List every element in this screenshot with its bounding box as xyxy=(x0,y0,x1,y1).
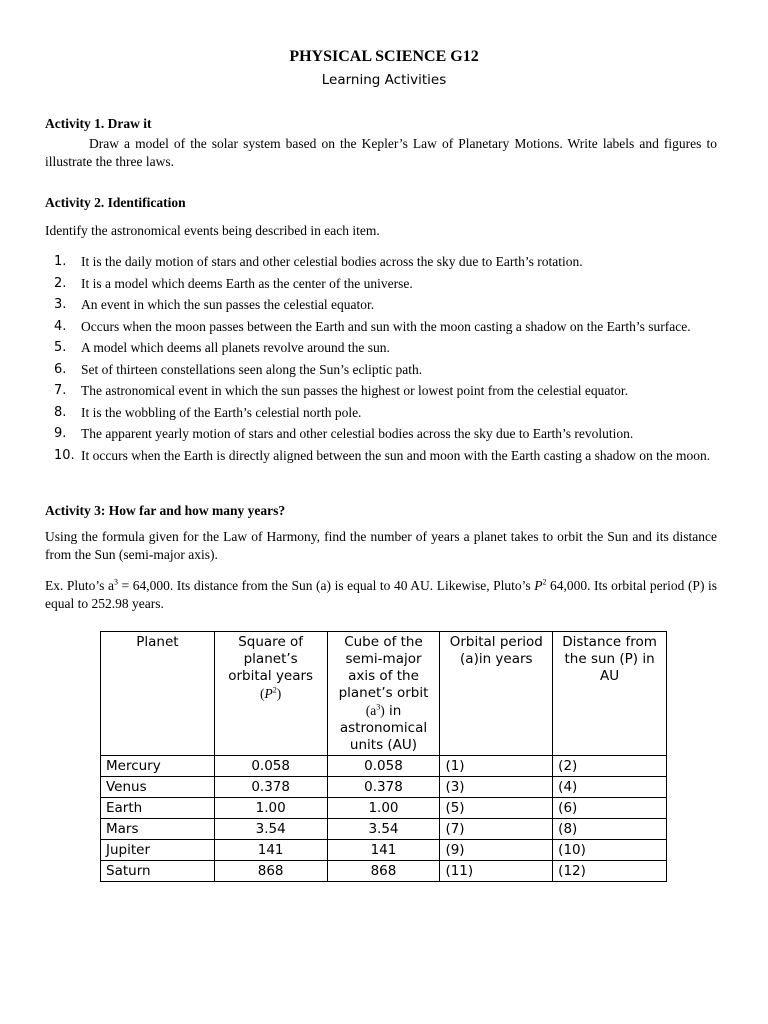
page-subtitle: Learning Activities xyxy=(321,72,447,88)
header-square: Square of planet’s orbital years $(P^2)$ xyxy=(214,632,327,756)
activity1-text xyxy=(45,135,717,171)
list-item xyxy=(45,275,717,293)
cell-period: (7) xyxy=(440,819,553,840)
table-row xyxy=(101,798,667,819)
list-item xyxy=(45,425,717,443)
list-item-number: 6. xyxy=(54,361,67,377)
list-item xyxy=(45,296,717,314)
table-header-row xyxy=(101,632,667,756)
header-distance: Distance from the sun (P) in AU xyxy=(553,632,667,756)
cell-square: 1.00 xyxy=(214,798,327,819)
cell-cube: 0.058 xyxy=(327,756,440,777)
page-title: PHYSICAL SCIENCE G12 xyxy=(289,48,479,65)
cell-period: (5) xyxy=(440,798,553,819)
cell-cube: 3.54 xyxy=(327,819,440,840)
cell-cube: 141 xyxy=(327,840,440,861)
list-item-text: It occurs when the Earth is directly aligned between the sun and moon with the Earth casting a shadow on the moon. xyxy=(81,447,711,463)
list-item-number: 8. xyxy=(54,404,67,420)
list-item-number: 9. xyxy=(54,426,67,441)
example-part3: 64,000. Its orbital period (P) is equal to 252.98 years. xyxy=(45,578,717,611)
activity2-instruction: Identify the astronomical events being described in each item. xyxy=(45,223,380,238)
header-planet: Planet xyxy=(101,632,215,756)
list-item-number: 3. xyxy=(54,297,67,312)
header-square-symbol: P xyxy=(264,686,273,701)
example-part1: Ex. Pluto’s a xyxy=(45,578,114,593)
cell-square: 141 xyxy=(214,840,327,861)
pluto-example xyxy=(45,577,717,613)
planet-table xyxy=(100,631,667,882)
list-item-number: 5. xyxy=(54,340,67,355)
list-item-text: A model which deems all planets revolve around the sun. xyxy=(81,340,390,355)
cell-period: (9) xyxy=(440,840,553,861)
example-sup1: 3 xyxy=(114,577,118,587)
list-item xyxy=(45,318,717,336)
activity3-instruction: Using the formula given for the Law of Harmony, find the number of years a planet takes to orbit the Sun and its distance from the Sun (semi-major axis). xyxy=(45,529,717,562)
list-item xyxy=(45,447,717,465)
cell-planet: Venus xyxy=(101,777,215,798)
cell-square: 0.378 xyxy=(214,777,327,798)
list-item-text: An event in which the sun passes the celestial equator. xyxy=(81,297,375,312)
header-cube-symbol: a xyxy=(370,703,377,718)
list-item-text: It is the wobbling of the Earth’s celestial north pole. xyxy=(81,404,362,420)
list-item-number: 7. xyxy=(54,383,67,398)
table-row xyxy=(101,777,667,798)
header-square-text: Square of planet’s orbital years xyxy=(228,634,314,684)
list-item-number: 10. xyxy=(54,447,75,463)
cell-planet: Mercury xyxy=(101,756,215,777)
example-part2: = 64,000. Its distance from the Sun (a) is equal to 40 AU. Likewise, Pluto’s xyxy=(118,578,535,593)
cell-distance: (8) xyxy=(553,819,667,840)
list-item xyxy=(45,404,717,422)
table-row xyxy=(101,861,667,882)
activity3-heading: Activity 3: How far and how many years? xyxy=(45,503,286,518)
list-item-text: The astronomical event in which the sun passes the highest or lowest point from the celestial equator. xyxy=(81,383,628,398)
list-item-text: It is the daily motion of stars and other celestial bodies across the sky due to Earth’s rotation. xyxy=(81,254,583,269)
header-period: Orbital period (a)in years xyxy=(440,632,553,756)
example-sup2: 2 xyxy=(542,577,547,587)
list-item-number: 2. xyxy=(54,275,67,291)
cell-cube: 1.00 xyxy=(327,798,440,819)
cell-period: (1) xyxy=(440,756,553,777)
table-row xyxy=(101,840,667,861)
activity2-heading: Activity 2. Identification xyxy=(45,195,186,210)
list-item xyxy=(45,253,717,271)
cell-period: (3) xyxy=(440,777,553,798)
example-p-symbol: P xyxy=(534,578,543,593)
table-row xyxy=(101,819,667,840)
header-cube-tail: in astronomical units (AU) xyxy=(339,703,428,753)
list-item-text: It is a model which deems Earth as the center of the universe. xyxy=(81,275,413,291)
cell-distance: (12) xyxy=(553,861,667,882)
cell-planet: Saturn xyxy=(101,861,215,882)
cell-planet: Jupiter xyxy=(101,840,215,861)
list-item xyxy=(45,339,717,357)
cell-distance: (10) xyxy=(553,840,667,861)
list-item-number: 4. xyxy=(54,318,67,334)
table-row xyxy=(101,756,667,777)
list-item-text: Occurs when the moon passes between the Earth and sun with the moon casting a shadow on the Earth’s surface. xyxy=(81,318,691,334)
header-cube-sup: 3 xyxy=(376,702,381,712)
header-square-sup: 2 xyxy=(272,685,277,695)
cell-square: 868 xyxy=(214,861,327,882)
cell-square: 3.54 xyxy=(214,819,327,840)
cell-square: 0.058 xyxy=(214,756,327,777)
activity1-text-content: Draw a model of the solar system based on the Kepler’s Law of Planetary Motions. Write labels and figures to illustrate the three laws. xyxy=(45,136,717,169)
cell-cube: 868 xyxy=(327,861,440,882)
cell-distance: (2) xyxy=(553,756,667,777)
cell-planet: Earth xyxy=(101,798,215,819)
list-item xyxy=(45,361,717,379)
header-cube: Cube of the semi-major axis of the planet’s orbit $(a^3)$ in astronomical units (AU) xyxy=(327,632,440,756)
cell-distance: (4) xyxy=(553,777,667,798)
header-cube-text: Cube of the semi-major axis of the planet’s orbit xyxy=(338,634,429,701)
cell-period: (11) xyxy=(440,861,553,882)
list-item-text: Set of thirteen constellations seen along the Sun’s ecliptic path. xyxy=(81,361,423,377)
list-item-number: 1. xyxy=(54,254,67,269)
list-item-text: The apparent yearly motion of stars and other celestial bodies across the sky due to Earth’s revolution. xyxy=(81,426,634,441)
activity1-heading: Activity 1. Draw it xyxy=(45,116,152,131)
identification-list xyxy=(45,253,717,468)
cell-planet: Mars xyxy=(101,819,215,840)
cell-cube: 0.378 xyxy=(327,777,440,798)
list-item xyxy=(45,382,717,400)
cell-distance: (6) xyxy=(553,798,667,819)
